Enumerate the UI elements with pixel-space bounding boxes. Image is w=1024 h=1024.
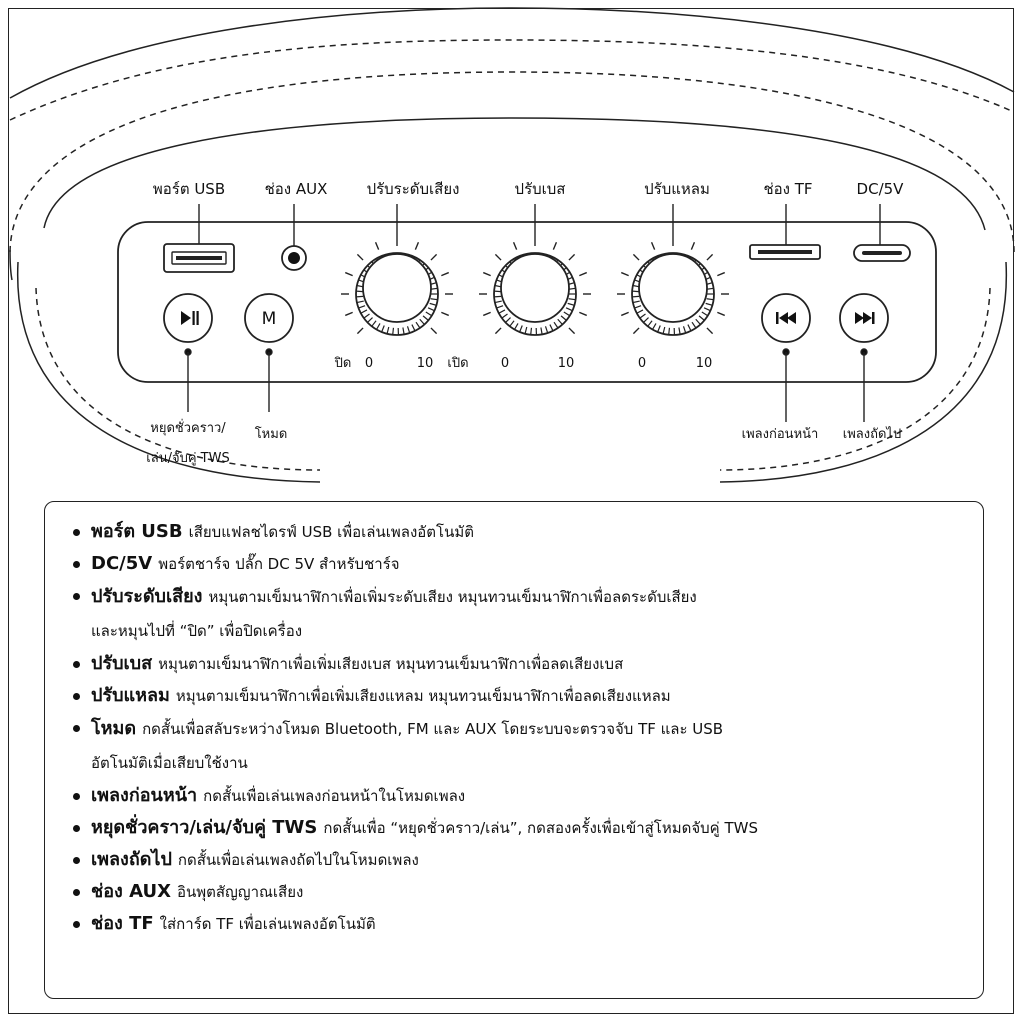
description-title: เพลงก่อนหน้า (91, 785, 198, 806)
description-title: ช่อง AUX (91, 881, 171, 902)
description-title: โหมด (91, 718, 137, 739)
description-title: พอร์ต USB (91, 521, 183, 542)
description-text: กดสั้นเพื่อเล่นเพลงถัดไปในโหมดเพลง (177, 851, 419, 869)
volume-scale-min: 0 (364, 356, 374, 371)
bass-knob[interactable] (479, 238, 591, 335)
description-item (71, 844, 959, 876)
description-title: DC/5V (91, 553, 153, 574)
label-mode: โหมด (254, 427, 288, 442)
description-title: หยุดชั่วคราว/เล่น/จับคู่ TWS (91, 817, 318, 838)
bass-scale-min: 0 (500, 356, 510, 371)
treble-scale-max: 10 (695, 356, 713, 371)
description-list (71, 516, 959, 940)
aux-port[interactable] (282, 246, 306, 270)
description-text: หมุนตามเข็มนาฬิกาเพื่อเพิ่มเสียงแหลม หมุนทวนเข็มนาฬิกาเพื่อลดเสียงแหลม (175, 687, 671, 705)
label-aux-port: ช่อง AUX (264, 180, 328, 198)
play-pause-button[interactable] (164, 294, 212, 342)
tf-slot[interactable] (750, 245, 820, 259)
description-text: หมุนตามเข็มนาฬิกาเพื่อเพิ่มเสียงเบส หมุนทวนเข็มนาฬิกาเพื่อลดเสียงเบส (158, 655, 624, 673)
description-item (71, 876, 959, 908)
label-previous: เพลงก่อนหน้า (741, 427, 819, 442)
description-text: เสียบแฟลชไดรฟ์ USB เพื่อเล่นเพลงอัตโนมัติ (188, 523, 474, 541)
description-text: พอร์ตชาร์จ ปลั๊ก DC 5V สำหรับชาร์จ (158, 555, 400, 573)
description-item (71, 780, 959, 812)
description-item (71, 712, 959, 780)
description-item (71, 648, 959, 680)
label-volume: ปรับระดับเสียง (366, 180, 460, 198)
bass-scale-max: 10 (557, 356, 575, 371)
mode-button[interactable] (245, 294, 293, 342)
volume-knob[interactable] (341, 238, 453, 335)
next-button[interactable] (840, 294, 888, 342)
treble-scale-min: 0 (637, 356, 647, 371)
description-text-continued: และหมุนไปที่ “ปิด” เพื่อปิดเครื่อง (91, 622, 303, 640)
description-title: ช่อง TF (91, 913, 154, 934)
label-usb-port: พอร์ต USB (152, 180, 226, 198)
volume-scale-max: 10 (416, 356, 434, 371)
dc-port[interactable] (854, 245, 910, 261)
mode-button-letter: M (261, 309, 277, 329)
volume-scale-on-right: เปิด (447, 356, 469, 371)
label-play-pause-line1: หยุดชั่วคราว/ (150, 421, 226, 436)
description-text: อินพุตสัญญาณเสียง (176, 883, 304, 901)
treble-knob[interactable] (617, 238, 729, 335)
description-text-continued: อัตโนมัติเมื่อเสียบใช้งาน (91, 754, 248, 772)
label-treble: ปรับแหลม (644, 180, 710, 198)
description-box (44, 501, 984, 999)
description-item (71, 908, 959, 940)
description-item (71, 516, 959, 548)
description-text: ใส่การ์ด TF เพื่อเล่นเพลงอัตโนมัติ (159, 915, 376, 933)
label-tf-slot: ช่อง TF (763, 180, 813, 198)
description-item (71, 680, 959, 712)
description-text: หมุนตามเข็มนาฬิกาเพื่อเพิ่มระดับเสียง หมุนทวนเข็มนาฬิกาเพื่อลดระดับเสียง (208, 588, 697, 606)
description-text: กดสั้นเพื่อสลับระหว่างโหมด Bluetooth, FM และ AUX โดยระบบจะตรวจจับ TF และ USB (142, 720, 724, 738)
label-next: เพลงถัดไป (842, 427, 902, 442)
description-title: เพลงถัดไป (91, 849, 172, 870)
label-dc: DC/5V (856, 180, 904, 198)
label-bass: ปรับเบส (514, 180, 566, 198)
usb-port[interactable] (164, 244, 234, 272)
description-title: ปรับแหลม (91, 685, 170, 706)
description-text: กดสั้นเพื่อ “หยุดชั่วคราว/เล่น”, กดสองครั้งเพื่อเข้าสู่โหมดจับคู่ TWS (323, 819, 758, 837)
control-panel-diagram (0, 0, 1024, 500)
description-item (71, 812, 959, 844)
description-title: ปรับระดับเสียง (91, 586, 203, 607)
description-item (71, 580, 959, 648)
description-title: ปรับเบส (91, 653, 153, 674)
volume-scale-off-left: ปิด (334, 356, 352, 371)
previous-button[interactable] (762, 294, 810, 342)
label-play-pause-line2: เล่น/จับคู่ TWS (146, 451, 230, 466)
description-item (71, 548, 959, 580)
description-text: กดสั้นเพื่อเล่นเพลงก่อนหน้าในโหมดเพลง (203, 787, 466, 805)
